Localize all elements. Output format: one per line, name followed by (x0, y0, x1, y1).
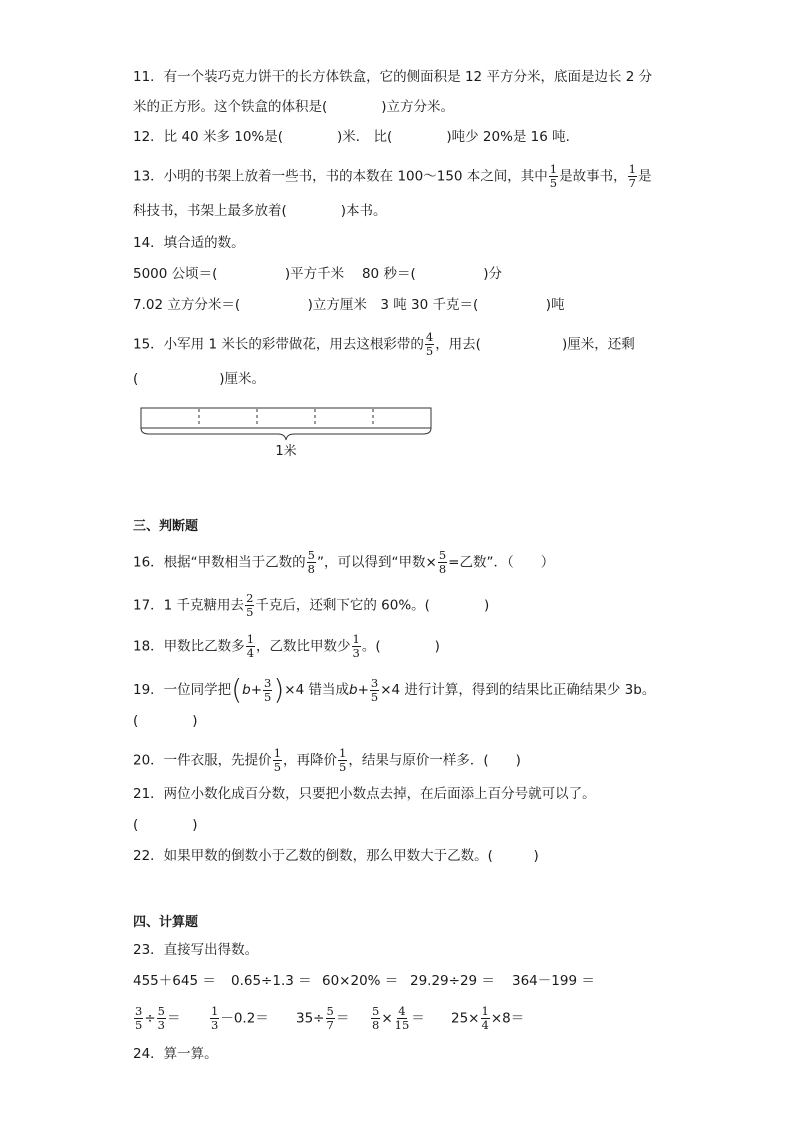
q16-fraction-2: $\frac{5}{8}$ (438, 548, 447, 576)
q16-text: 16．根据“甲数相当于乙数的 $\frac{5}{8}$ ”，可以得到“甲数× $\frac{5}{8}$ =乙数”．（ ） (133, 548, 555, 576)
q19-line2: ( ) (133, 713, 198, 729)
q15-fraction: $\frac{4}{5}$ (425, 330, 434, 358)
q19-fraction-1: $\frac{3}{5}$ (264, 675, 272, 704)
ribbon-bar (141, 408, 431, 428)
ribbon-brace (141, 428, 431, 440)
q13-fraction-2: $\frac{1}{7}$ (628, 162, 636, 190)
q16-fraction-1: $\frac{5}{8}$ (307, 548, 315, 576)
q14-line2: 7.02 立方分米＝( )立方厘米 3 吨 30 千克＝( )吨 (133, 297, 565, 313)
q13-text-b: 是故事书， (559, 168, 627, 185)
q23-expr-10: 25× $\frac{1}{4}$ ×8＝ (451, 1004, 525, 1032)
q23-expr-1: 455＋645 ＝ (133, 973, 216, 989)
q13-text-a: 13．小明的书架上放着一些书，书的本数在 100～150 本之间，其中 (133, 168, 548, 185)
q23-expr-9: $\frac{5}{8}$ × $\frac{4}{15}$ ＝ (372, 1004, 425, 1032)
q23-expr-6: $\frac{3}{5}$ ÷ $\frac{5}{3}$ ＝ (135, 1004, 181, 1032)
q15-text-b: ，用去( )厘米，还剩 (435, 336, 635, 353)
ribbon-length-label: 1米 (275, 444, 297, 459)
q13-text-c: 是 (637, 168, 652, 185)
section-calculation-title: 四、计算题 (133, 915, 199, 930)
q23-expr-3: 60×20% ＝ (322, 973, 399, 989)
q20-text: 20．一件衣服，先提价 $\frac{1}{5}$ ，再降价 $\frac{1}{5}$ ，结果与原价一样多．( ) (133, 746, 521, 774)
q23-expr-2: 0.65÷1.3 ＝ (231, 973, 312, 989)
q13-fraction-1: $\frac{1}{5}$ (549, 162, 558, 190)
q15-text-a: 15．小军用 1 米长的彩带做花，用去这根彩带的 (133, 336, 424, 353)
section-judgement-title: 三、判断题 (133, 519, 199, 534)
q13-line1 (133, 163, 651, 190)
q17-text: 17．1 千克糖用去 $\frac{2}{5}$ 千克后，还剩下它的 60%。( ) (133, 591, 490, 619)
q13-line2: 科技书，书架上最多放着( )本书。 (133, 203, 387, 219)
q24-title: 24．算一算。 (133, 1046, 218, 1062)
q20-fraction-2: $\frac{1}{5}$ (339, 746, 347, 774)
q18-fraction-2: $\frac{1}{3}$ (352, 632, 360, 660)
q14-title: 14．填合适的数。 (133, 235, 245, 251)
q18-text: 18．甲数比乙数多 $\frac{1}{4}$ ，乙数比甲数少 $\frac{1}{3}$ 。( ) (133, 632, 440, 660)
q19-fraction-2: $\frac{3}{5}$ (370, 675, 379, 704)
q21-line2: ( ) (133, 817, 198, 833)
q23-expr-5: 364－199 ＝ (512, 973, 595, 989)
q15-line2: ( )厘米。 (133, 371, 266, 387)
q15-line1 (133, 331, 635, 358)
q12-text: 12．比 40 米多 10%是( )米． 比( )吨少 20%是 16 吨． (133, 129, 580, 145)
q17-fraction: $\frac{2}{5}$ (246, 591, 254, 619)
q14-line1: 5000 公顷＝( )平方千米 80 秒＝( )分 (133, 266, 502, 282)
q23-expr-4: 29.29÷29 ＝ (410, 973, 495, 989)
q23-expr-7: $\frac{1}{3}$ －0.2＝ (211, 1004, 269, 1032)
q23-expr-8: 35÷ $\frac{5}{7}$ ＝ (296, 1004, 350, 1032)
q11-line2: 米的正方形。这个铁盒的体积是( )立方分米。 (133, 99, 455, 115)
ribbon-diagram (135, 404, 440, 464)
q18-fraction-1: $\frac{1}{4}$ (246, 632, 255, 660)
q21-line1: 21．两位小数化成百分数，只要把小数点去掉，在后面添上百分号就可以了。 (133, 786, 596, 802)
q11-line1: 11．有一个装巧克力饼干的长方体铁盒，它的侧面积是 12 平方分米，底面是边长 2 分 (133, 69, 653, 85)
q23-title: 23．直接写出得数。 (133, 942, 259, 958)
q22-text: 22．如果甲数的倒数小于乙数的倒数，那么甲数大于乙数。( ) (133, 848, 539, 864)
q20-fraction-1: $\frac{1}{5}$ (273, 746, 282, 774)
q19-line1: 19．一位同学把(b+ $\frac{3}{5}$ )×4 错当成b+ $\frac{3}{5}$ ×4 进行计算，得到的结果比正确结果少 3b。 (133, 673, 656, 706)
